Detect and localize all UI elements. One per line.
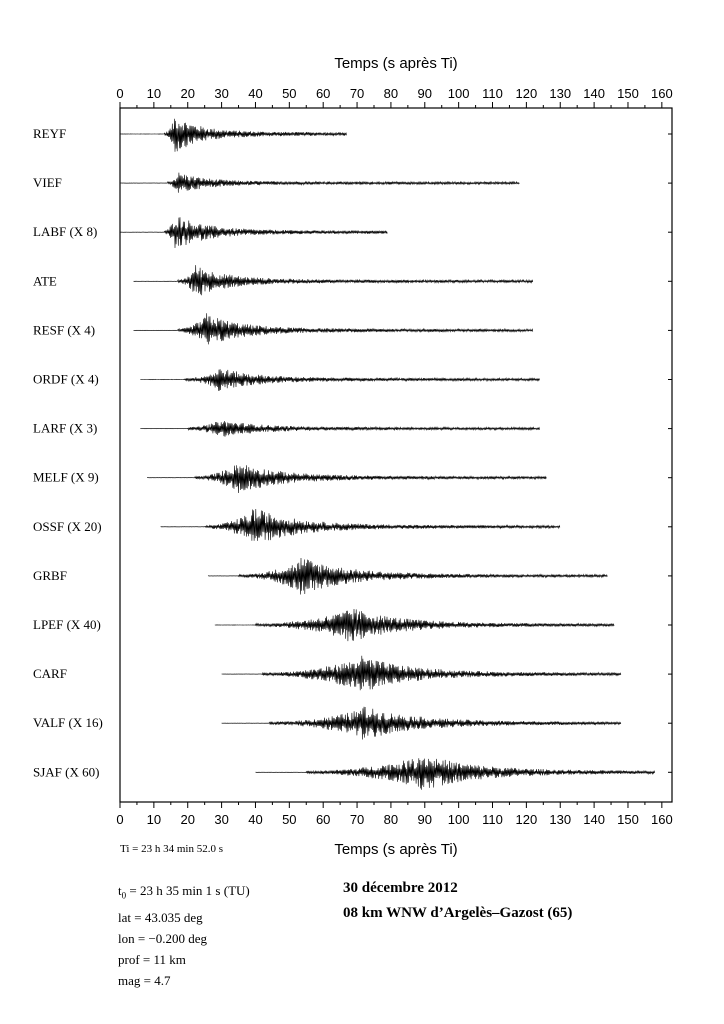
top-tick-label: 130 (549, 86, 572, 101)
top-tick-label: 150 (617, 86, 639, 101)
station-label: GRBF (33, 567, 67, 583)
bottom-tick-label: 120 (515, 812, 538, 827)
bottom-tick-label: 0 (116, 812, 124, 827)
top-tick-label: 0 (116, 86, 124, 101)
ti-note: Ti = 23 h 34 min 52.0 s (120, 843, 223, 855)
bottom-tick-label: 20 (180, 812, 195, 827)
station-label: VALF (X 16) (33, 715, 103, 731)
bottom-tick-label: 50 (282, 812, 297, 827)
bottom-tick-label: 80 (383, 812, 399, 827)
bottom-tick-label: 130 (549, 812, 572, 827)
seismogram-trace (134, 313, 533, 344)
top-tick-label: 110 (482, 86, 503, 101)
top-tick-label: 60 (315, 86, 331, 101)
seismogram-trace (161, 509, 560, 541)
axes (116, 86, 672, 827)
station-label: LPEF (X 40) (33, 617, 101, 632)
station-label: LABF (X 8) (33, 224, 98, 240)
station-label: MELF (X 9) (33, 469, 99, 485)
bottom-axis-title: Temps (s après Ti) (334, 841, 458, 858)
top-tick-label: 50 (282, 86, 297, 101)
bottom-tick-label: 40 (248, 812, 263, 827)
bottom-tick-label: 110 (482, 812, 503, 827)
bottom-tick-label: 10 (146, 812, 162, 827)
station-label: LARF (X 3) (33, 420, 98, 436)
station-label: VIEF (33, 175, 62, 191)
top-tick-label: 90 (417, 86, 433, 101)
seismogram-trace (215, 609, 614, 641)
top-axis-title: Temps (s après Ti) (334, 55, 458, 72)
station-label: CARF (33, 666, 67, 682)
t0-value: = 23 h 35 min 1 s (TU) (126, 883, 250, 898)
t0-symbol: t (118, 883, 122, 898)
seismogram-trace (140, 421, 539, 437)
top-tick-label: 40 (248, 86, 263, 101)
plot-frame (120, 108, 672, 802)
station-label: ORDF (X 4) (33, 371, 99, 387)
seismogram-trace (256, 758, 655, 790)
station-label: REYF (33, 126, 67, 141)
top-tick-label: 70 (349, 86, 365, 101)
event-headline (343, 876, 572, 926)
seismogram-trace (222, 656, 621, 691)
seismogram-trace (140, 369, 539, 391)
top-tick-label: 100 (447, 86, 470, 101)
event-parameters (118, 880, 250, 991)
bottom-tick-label: 140 (583, 812, 605, 827)
bottom-tick-label: 70 (349, 812, 365, 827)
seismogram-trace (120, 217, 387, 248)
top-tick-label: 20 (180, 86, 195, 101)
bottom-tick-label: 150 (617, 812, 639, 827)
top-tick-label: 120 (515, 86, 538, 101)
top-tick-label: 80 (383, 86, 399, 101)
event-date: 30 décembre 2012 (343, 880, 458, 896)
station-label: RESF (X 4) (33, 322, 96, 338)
top-tick-label: 30 (214, 86, 229, 101)
bottom-tick-label: 90 (417, 812, 433, 827)
origin-time (118, 880, 250, 907)
station-label: ATE (33, 273, 57, 289)
top-tick-label: 10 (146, 86, 162, 101)
magnitude: mag = 4.7 (118, 972, 171, 988)
station-label: OSSF (X 20) (33, 518, 102, 534)
seismogram-traces (33, 119, 672, 790)
bottom-tick-label: 100 (447, 812, 470, 827)
bottom-tick-label: 30 (214, 812, 229, 827)
seismogram-trace (222, 707, 621, 740)
seismogram-trace (147, 465, 546, 493)
latitude: lat = 43.035 deg (118, 909, 203, 925)
bottom-tick-label: 160 (650, 812, 673, 827)
top-tick-label: 160 (650, 86, 673, 101)
station-label: SJAF (X 60) (33, 764, 100, 780)
top-tick-label: 140 (583, 86, 605, 101)
seismogram-trace (120, 119, 347, 152)
depth: prof = 11 km (118, 951, 186, 967)
event-location: 08 km WNW d’Argelès–Gazost (65) (343, 905, 573, 921)
t0-subscript: 0 (121, 890, 127, 901)
seismogram-trace (208, 558, 607, 595)
seismogram-trace (120, 173, 519, 193)
bottom-tick-label: 60 (315, 812, 331, 827)
longitude: lon = −0.200 deg (118, 930, 208, 946)
seismogram-trace (134, 265, 533, 295)
